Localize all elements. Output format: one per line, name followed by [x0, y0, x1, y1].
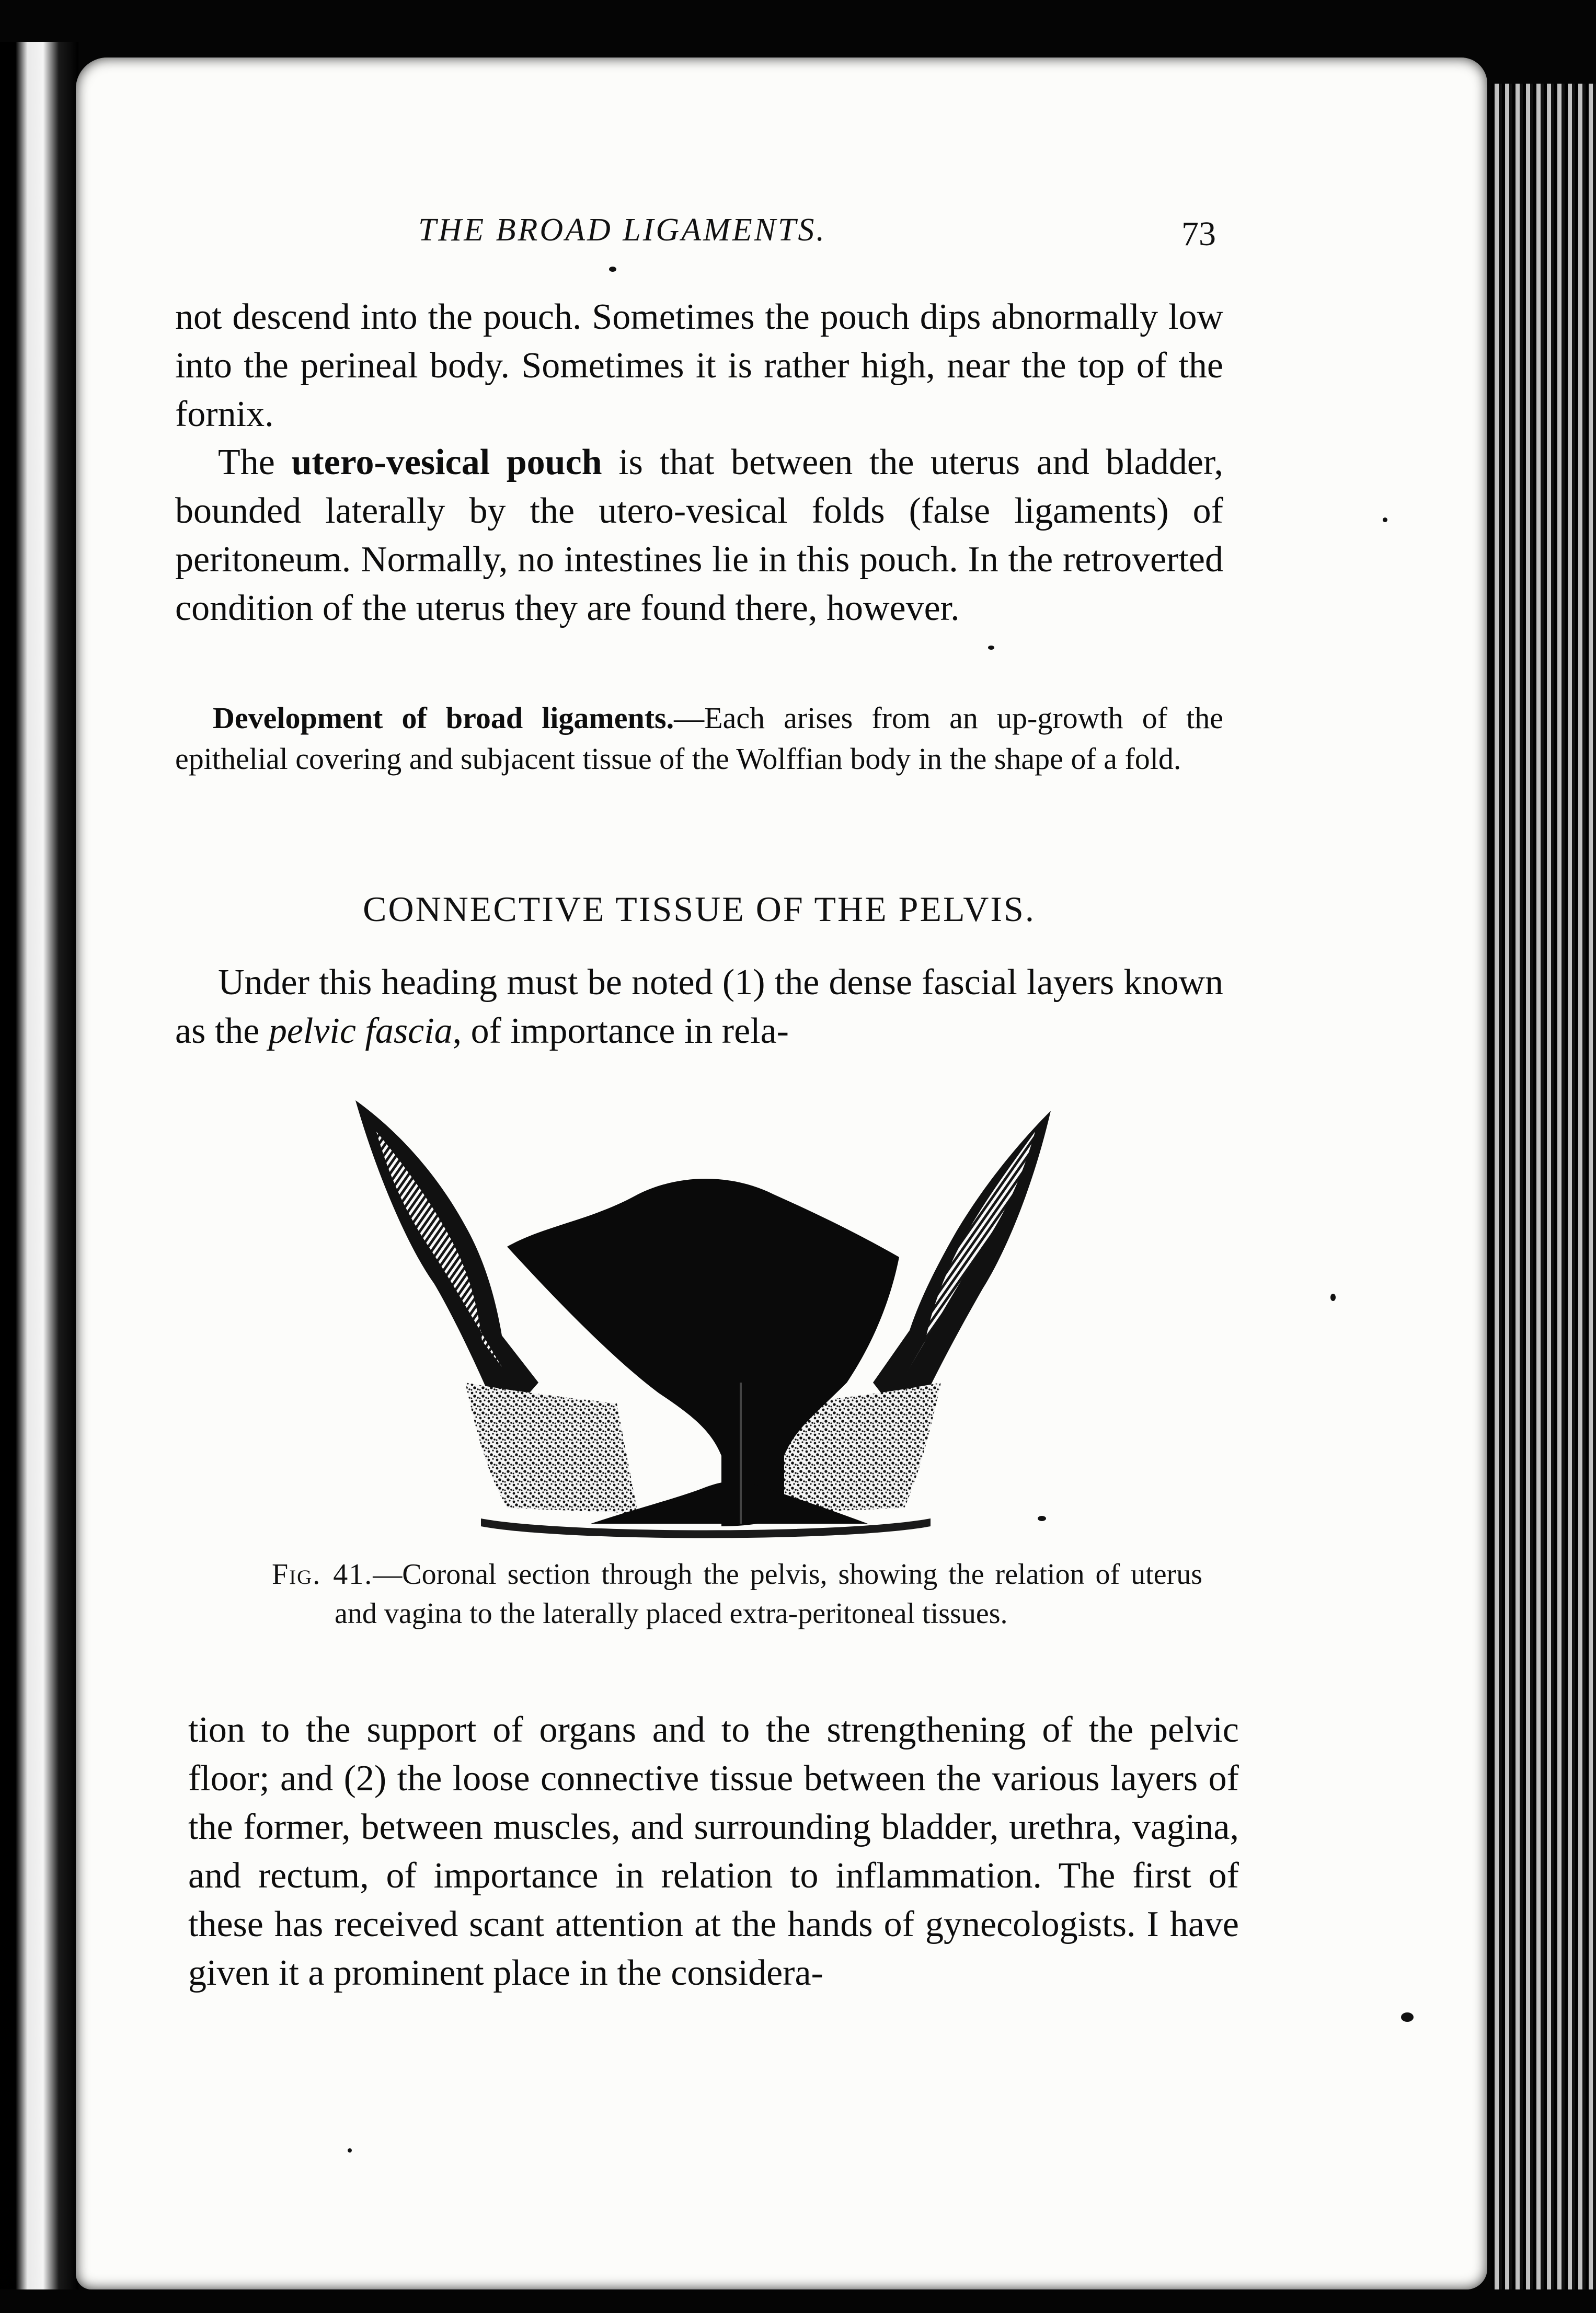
- paragraph-4: [188, 1706, 1239, 1997]
- development-note-text: —Each arises from an up-growth of the epithelial covering and subjacent tissue of the Wolffian body in the shape of a fold.: [175, 701, 1224, 776]
- paragraph-4-text: tion to the support of organs and to the strengthening of the pelvic floor; and (2) the loose connective tissue between the various layers of the former, between muscles, and surrounding bladder, urethra, vagina, and rectum, of importance in relation to inflammation. The first of these has received scant attention at the hands of gynecologists. I have given it a prominent place in the considera-: [188, 1710, 1239, 1993]
- section-heading: CONNECTIVE TISSUE OF THE PELVIS.: [363, 889, 1036, 929]
- book-spine-edge: [0, 42, 78, 2289]
- running-head: THE BROAD LIGAMENTS.: [418, 212, 826, 248]
- print-speck: [1330, 1294, 1336, 1301]
- development-note-term: Development of broad ligaments.: [213, 701, 674, 735]
- right-broad-ligament-wing: [873, 1111, 1051, 1430]
- paragraph-2: [175, 438, 1223, 632]
- paragraph-2-rest: is that between the uterus and bladder, bounded laterally by the utero-vesical folds (false ligaments) of peritoneum. Normally, no intestines lie in this pouch. In the retroverted condition of the uterus they are found there, however.: [175, 442, 1223, 628]
- figure-label: Fig. 41.: [272, 1558, 373, 1591]
- page-number: 73: [1181, 215, 1216, 253]
- print-speck: [1383, 517, 1387, 522]
- paragraph-1: [175, 293, 1223, 439]
- utero-vesical-pouch-term: utero-vesical pouch: [291, 442, 602, 482]
- paragraph-3: [175, 958, 1223, 1055]
- paragraph-2-lead: The: [218, 442, 292, 482]
- print-speck: [609, 267, 616, 272]
- print-speck: [348, 2148, 352, 2153]
- paragraph-1-text: not descend into the pouch. Sometimes the pouch dips abnormally low into the perineal body. Sometimes it is rather high, near the top of the fornix.: [175, 297, 1223, 434]
- left-broad-ligament-wing: [355, 1100, 538, 1424]
- pelvis-coronal-section-figure: [345, 1090, 1066, 1545]
- paragraph-3-rest: , of importance in rela-: [452, 1011, 789, 1051]
- left-extraperitoneal-tissue: [465, 1383, 638, 1513]
- figure-caption: [272, 1555, 1202, 1633]
- pelvic-fascia-term: pelvic fascia: [268, 1011, 453, 1051]
- development-note: [175, 698, 1223, 779]
- paragraph-3-text: [175, 958, 1223, 1055]
- page-stack-edge: [1491, 84, 1596, 2289]
- print-speck: [1401, 2012, 1414, 2022]
- figure-caption-text: —Coronal section through the pelvis, showing the relation of uterus and vagina to the laterally placed extra-peritoneal tissues.: [335, 1558, 1202, 1630]
- paragraph-2-text: [175, 438, 1223, 632]
- print-speck: [988, 646, 994, 650]
- paragraph-3-lead: Under this heading must be noted (1) the dense fascial layers known as the: [175, 962, 1223, 1051]
